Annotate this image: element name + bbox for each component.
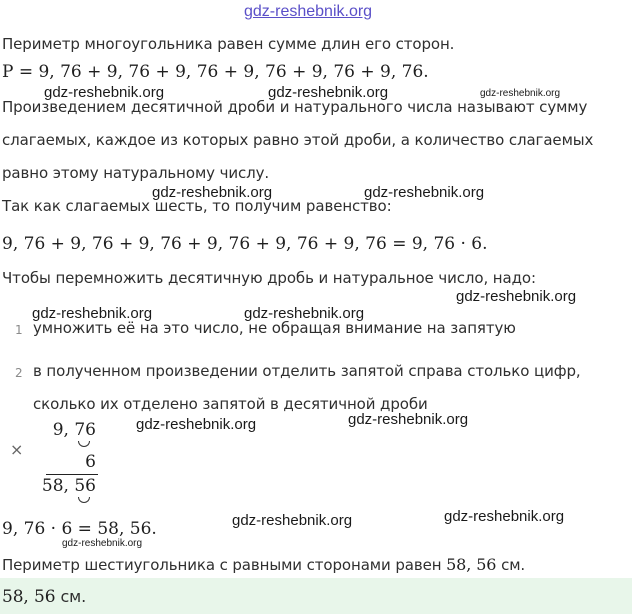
column-multiplicand: 9, 76	[52, 420, 96, 440]
watermark: gdz-reshebnik.org	[444, 508, 565, 525]
answer-value: 58, 56	[2, 587, 56, 607]
conclusion-sentence	[2, 555, 525, 574]
watermark: gdz-reshebnik.org	[364, 184, 485, 201]
conclusion-value: 58, 56	[446, 555, 497, 574]
watermark-top: gdz-reshebnik.org	[244, 3, 373, 20]
answer	[2, 587, 86, 607]
decimal-arc-mark	[78, 497, 90, 503]
paragraph-definition-2: слагаемых, каждое из которых равно этой дроби, а количество слагаемых	[2, 131, 594, 149]
answer-box	[0, 578, 632, 614]
watermark: gdz-reshebnik.org	[456, 288, 577, 305]
multiply-sign: ×	[10, 440, 24, 459]
step-text: в полученном произведении отделить запятой справа столько цифр,	[33, 362, 581, 380]
watermark: gdz-reshebnik.org	[232, 512, 353, 529]
column-product: 58, 56	[41, 476, 96, 496]
watermark: gdz-reshebnik.org	[268, 84, 389, 101]
paragraph-definition-1: Произведением десятичной дроби и натурального числа называют сумму	[2, 98, 588, 116]
step-number: 2	[15, 366, 23, 380]
conclusion-text: Периметр шестиугольника с равными сторонами равен	[2, 556, 442, 574]
column-multiplier: 6	[85, 452, 96, 472]
watermark: gdz-reshebnik.org	[136, 416, 257, 433]
answer-unit: см.	[60, 587, 87, 606]
product-result-formula: 9, 76 · 6 = 58, 56.	[2, 519, 157, 539]
column-divider	[46, 474, 98, 475]
watermark: gdz-reshebnik.org	[152, 184, 273, 201]
paragraph-multiply-rule: Чтобы перемножить десятичную дробь и натуральное число, надо:	[2, 269, 536, 287]
watermark: gdz-reshebnik.org	[480, 88, 561, 99]
step-number: 1	[15, 323, 23, 337]
sum-equality-formula: 9, 76 + 9, 76 + 9, 76 + 9, 76 + 9, 76 + 9, 76 = 9, 76 · 6.	[2, 234, 488, 254]
watermark: gdz-reshebnik.org	[244, 305, 365, 322]
paragraph-six-addends: Так как слагаемых шесть, то получим равенство:	[2, 197, 392, 215]
watermark: gdz-reshebnik.org	[62, 538, 143, 549]
watermark: gdz-reshebnik.org	[348, 411, 469, 428]
step-text: умножить её на это число, не обращая внимание на запятую	[33, 319, 516, 337]
paragraph-definition-3: равно этому натуральному числу.	[2, 164, 270, 182]
decimal-arc-mark	[78, 441, 90, 447]
watermark: gdz-reshebnik.org	[32, 305, 153, 322]
perimeter-formula: P = 9, 76 + 9, 76 + 9, 76 + 9, 76 + 9, 76 + 9, 76.	[2, 62, 429, 82]
watermark: gdz-reshebnik.org	[44, 84, 165, 101]
paragraph-perimeter-rule: Периметр многоугольника равен сумме длин его сторон.	[2, 35, 455, 53]
step-text-continued: сколько их отделено запятой в десятичной дроби	[33, 395, 428, 413]
conclusion-unit: см.	[501, 556, 526, 574]
